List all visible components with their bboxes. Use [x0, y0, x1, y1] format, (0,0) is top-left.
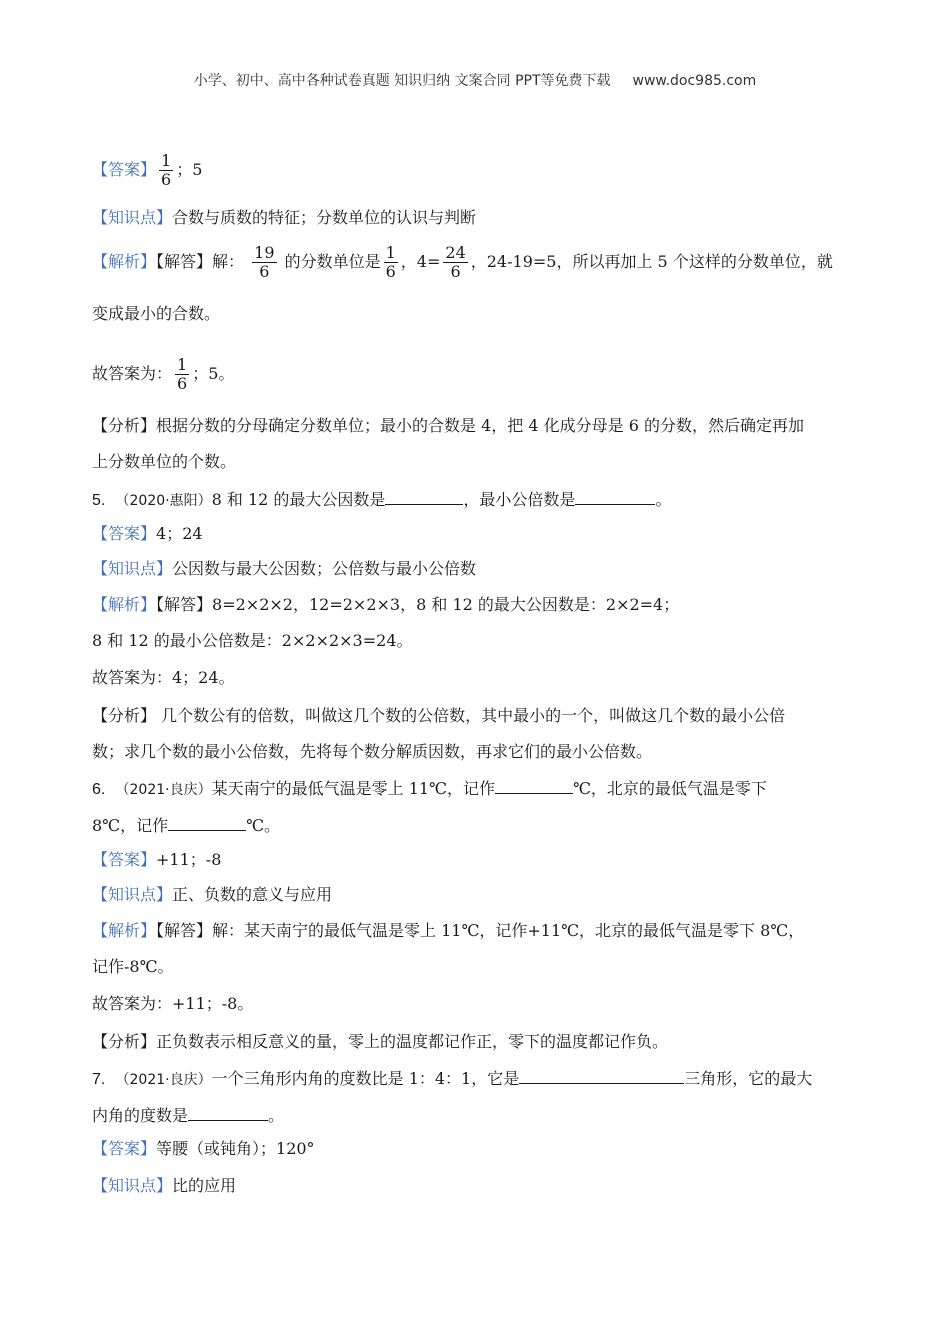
- q4-answer: 【答案】 $\frac{1}{6}$ ；5: [92, 151, 203, 189]
- q4-solution-line1: 【解析】【解答】解： $\frac{19}{6}$ 的分数单位是 $\frac{1}{6}$ ，4= $\frac{24}{6}$ ，24-19=5，所以再加上 5 个这样的分数单位，就: [92, 243, 833, 281]
- q4-knowledge: 【知识点】合数与质数的特征；分数单位的认识与判断: [92, 208, 477, 227]
- solution-tag: 【解答】: [156, 252, 213, 271]
- solution-tag: 【解答】: [156, 595, 213, 614]
- fraction: $\frac{1}{6}$: [177, 355, 188, 393]
- answer-tag: 【答案】: [92, 160, 157, 179]
- question-number: 5.: [92, 492, 106, 509]
- analysis-tag: 【解析】: [92, 252, 157, 271]
- analysis-tag: 【解析】: [92, 921, 157, 940]
- question-number: 6.: [92, 781, 106, 798]
- knowledge-tag: 【知识点】: [92, 208, 173, 227]
- solution-tag: 【解答】: [156, 921, 213, 940]
- q6-solution-line2: 记作-8℃。: [92, 957, 174, 976]
- analysis-tag: 【解析】: [92, 595, 157, 614]
- knowledge-tag: 【知识点】: [92, 559, 173, 578]
- q6-explain: 【分析】正负数表示相反意义的量，零上的温度都记作正，零下的温度都记作负。: [92, 1032, 669, 1051]
- fraction: $\frac{19}{6}$: [254, 243, 275, 281]
- q5-answer: 【答案】4；24: [92, 524, 203, 543]
- answer-tag: 【答案】: [92, 850, 157, 869]
- header-url: www.doc985.com: [632, 73, 757, 89]
- q6-final-answer: 故答案为：+11；-8。: [92, 994, 254, 1013]
- q5-solution-line2: 8 和 12 的最小公倍数是：2×2×2×3=24。: [92, 631, 413, 650]
- answer-blank: [188, 1104, 268, 1121]
- knowledge-tag: 【知识点】: [92, 1176, 173, 1195]
- answer-blank: [495, 777, 573, 794]
- explain-tag: 【分析】: [92, 1032, 157, 1051]
- q6-solution-line1: 【解析】【解答】解：某天南宁的最低气温是零上 11℃，记作+11℃，北京的最低气温是零下 8℃，: [92, 921, 805, 940]
- fraction: $\frac{24}{6}$: [445, 243, 466, 281]
- explain-tag: 【分析】: [92, 706, 157, 725]
- q4-solution-line2: 变成最小的合数。: [92, 304, 221, 323]
- q7-answer: 【答案】等腰（或钝角）；120°: [92, 1139, 315, 1158]
- q4-final-answer: 故答案为： $\frac{1}{6}$ ；5。: [92, 355, 235, 393]
- q5-final-answer: 故答案为：4；24。: [92, 668, 235, 687]
- q7-stem-line2: 内角的度数是 。: [92, 1106, 285, 1125]
- q4-explain-line1: 【分析】根据分数的分母确定分数单位；最小的合数是 4，把 4 化成分母是 6 的分数，然后确定再加: [92, 416, 804, 435]
- q7-stem-line1: 7. （2021·良庆）一个三角形内角的度数比是 1：4：1，它是 三角形，它的最大: [92, 1069, 813, 1088]
- q5-explain-line2: 数；求几个数的最小公倍数，先将每个数分解质因数，再求它们的最小公倍数。: [92, 742, 653, 761]
- fraction: $\frac{1}{6}$: [161, 151, 172, 189]
- q6-stem-line1: 6. （2021·良庆）某天南宁的最低气温是零上 11℃，记作 ℃，北京的最低气温是零下: [92, 779, 767, 798]
- answer-blank: [168, 814, 246, 831]
- q4-explain-line2: 上分数单位的个数。: [92, 452, 237, 471]
- answer-tag: 【答案】: [92, 524, 157, 543]
- answer-tag: 【答案】: [92, 1139, 157, 1158]
- q5-knowledge: 【知识点】公因数与最大公因数；公倍数与最小公倍数: [92, 559, 477, 578]
- q5-explain-line1: 【分析】 几个数公有的倍数，叫做这几个数的公倍数，其中最小的一个，叫做这几个数的最小公倍: [92, 706, 786, 725]
- fraction: $\frac{1}{6}$: [385, 243, 396, 281]
- answer-blank: [385, 488, 463, 505]
- question-source: （2021·良庆）: [115, 1072, 212, 1088]
- answer-blank: [575, 488, 655, 505]
- header-text: 小学、初中、高中各种试卷真题 知识归纳 文案合同 PPT等免费下载: [193, 73, 611, 89]
- question-source: （2021·良庆）: [115, 782, 212, 798]
- q6-answer: 【答案】+11；-8: [92, 850, 222, 869]
- q7-knowledge: 【知识点】比的应用: [92, 1176, 237, 1195]
- answer-blank: [519, 1067, 684, 1084]
- q6-stem-line2: 8℃，记作 ℃。: [92, 816, 280, 835]
- explain-tag: 【分析】: [92, 416, 157, 435]
- page-header: [0, 70, 950, 90]
- knowledge-tag: 【知识点】: [92, 885, 173, 904]
- q5-stem: 5. （2020·惠阳）8 和 12 的最大公因数是 ，最小公倍数是 。: [92, 490, 672, 509]
- question-number: 7.: [92, 1071, 106, 1088]
- q5-solution-line1: 【解析】【解答】8=2×2×2，12=2×2×3，8 和 12 的最大公因数是：2×2=4；: [92, 595, 680, 614]
- q6-knowledge: 【知识点】正、负数的意义与应用: [92, 885, 333, 904]
- question-source: （2020·惠阳）: [115, 493, 212, 509]
